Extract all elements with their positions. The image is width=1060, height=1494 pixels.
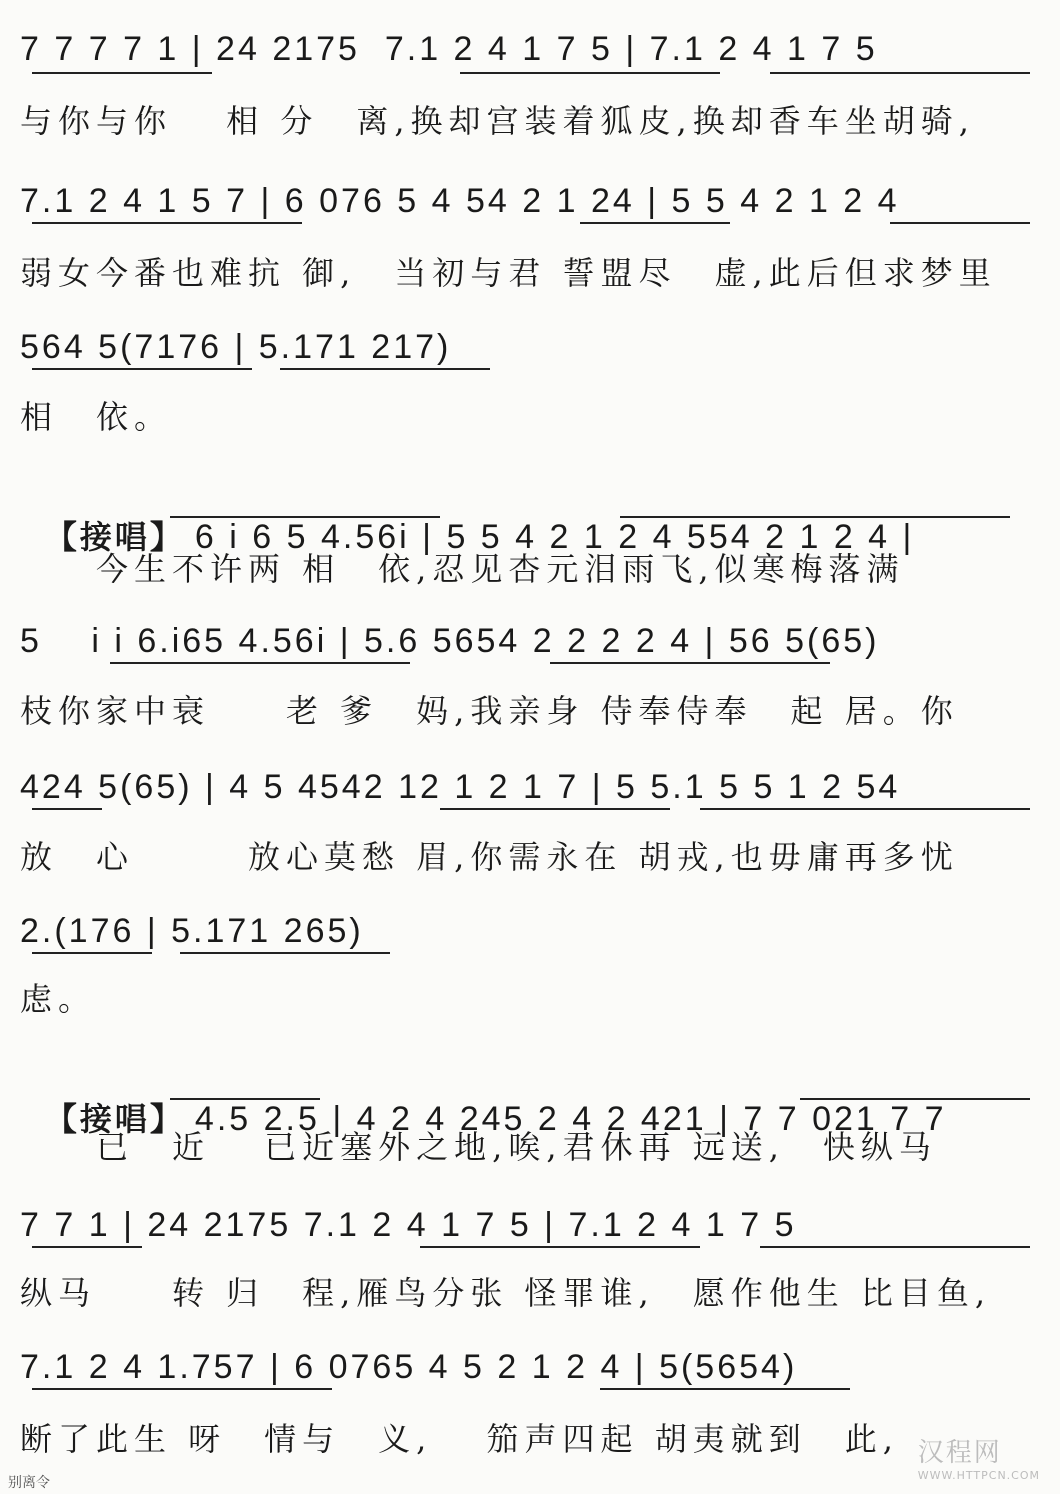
lyrics-line-8: 已 近 已近塞外之地,唉,君休再 远送, 快纵马 xyxy=(20,1128,937,1166)
notation-line-5: 5 i i 6.i65 4.56i | 5.6 5654 2 2 2 2 4 | 56 5(65) xyxy=(20,622,880,660)
watermark-logo xyxy=(918,1432,1040,1482)
notation-underlines-4 xyxy=(20,516,1040,528)
notation-line-3: 564 5(7176 | 5.171 217) xyxy=(20,328,452,366)
notation-underlines-10 xyxy=(20,1388,1040,1400)
notation-underlines-5 xyxy=(20,662,1040,674)
lyrics-line-4: 今生不许两 相 依,忍见杏元泪雨飞,似寒梅落满 xyxy=(20,550,905,588)
watermark-text: 汉程网 xyxy=(917,1438,1002,1468)
lyrics-line-6: 放 心 放心莫愁 眉,你需永在 胡戎,也毋庸再多忧 xyxy=(20,838,959,876)
section-label-jiechang: 【接唱】 xyxy=(44,1100,185,1138)
notation-underlines-1 xyxy=(20,72,1040,84)
notation-text: 4.5 2.5 | 4 2 4 245 2 4 2 421 | 7 7 021 7 7 xyxy=(194,1100,947,1138)
notation-line-9: 7 7 1 | 24 2175 7.1 2 4 1 7 5 | 7.1 2 4 1 7 5 xyxy=(20,1206,797,1244)
corner-footer-text: 别离令 xyxy=(8,1475,50,1491)
section-label-jiechang: 【接唱】 xyxy=(44,518,185,556)
notation-underlines-9 xyxy=(20,1246,1040,1258)
notation-underlines-3 xyxy=(20,368,1040,380)
lyrics-line-10: 断了此生 呀 情与 义, 笳声四起 胡夷就到 此, xyxy=(20,1420,899,1458)
notation-underlines-7 xyxy=(20,952,1040,964)
notation-line-7: 2.(176 | 5.171 265) xyxy=(20,912,364,950)
lyrics-line-5: 枝你家中衰 老 爹 妈,我亲身 侍奉侍奉 起 居。你 xyxy=(20,692,959,730)
lyrics-line-9: 纵马 转 归 程,雁鸟分张 怪罪谁, 愿作他生 比目鱼, xyxy=(20,1274,992,1312)
notation-underlines-8 xyxy=(20,1098,1040,1110)
lyrics-line-7: 虑。 xyxy=(20,980,97,1018)
notation-text: 6 i 6 5 4.56i | 5 5 4 2 1 2 4 554 2 1 2 4 | xyxy=(194,518,915,556)
notation-line-6: 424 5(65) | 4 5 4542 12 1 2 1 7 | 5 5.1 5 5 1 2 54 xyxy=(20,768,901,806)
notation-underlines-2 xyxy=(20,222,1040,234)
notation-line-2: 7.1 2 4 1 5 7 | 6 076 5 4 54 2 1 24 | 5 5 4 2 1 2 4 xyxy=(20,182,900,220)
notation-line-10: 7.1 2 4 1.757 | 6 0765 4 5 2 1 2 4 | 5(5654) xyxy=(20,1348,798,1386)
notation-underlines-6 xyxy=(20,808,1040,820)
lyrics-line-2: 弱女今番也难抗 御, 当初与君 誓盟尽 虚,此后但求梦里 xyxy=(20,254,997,292)
watermark-url: WWW.HTTPCN.COM xyxy=(917,1469,1040,1482)
notation-line-1: 7 7 7 7 1 | 24 2175 7.1 2 4 1 7 5 | 7.1 2 4 1 7 5 xyxy=(20,30,878,68)
lyrics-line-1: 与你与你 相 分 离,换却宫装着狐皮,换却香车坐胡骑, xyxy=(20,102,975,140)
lyrics-line-3: 相 依。 xyxy=(20,398,173,436)
